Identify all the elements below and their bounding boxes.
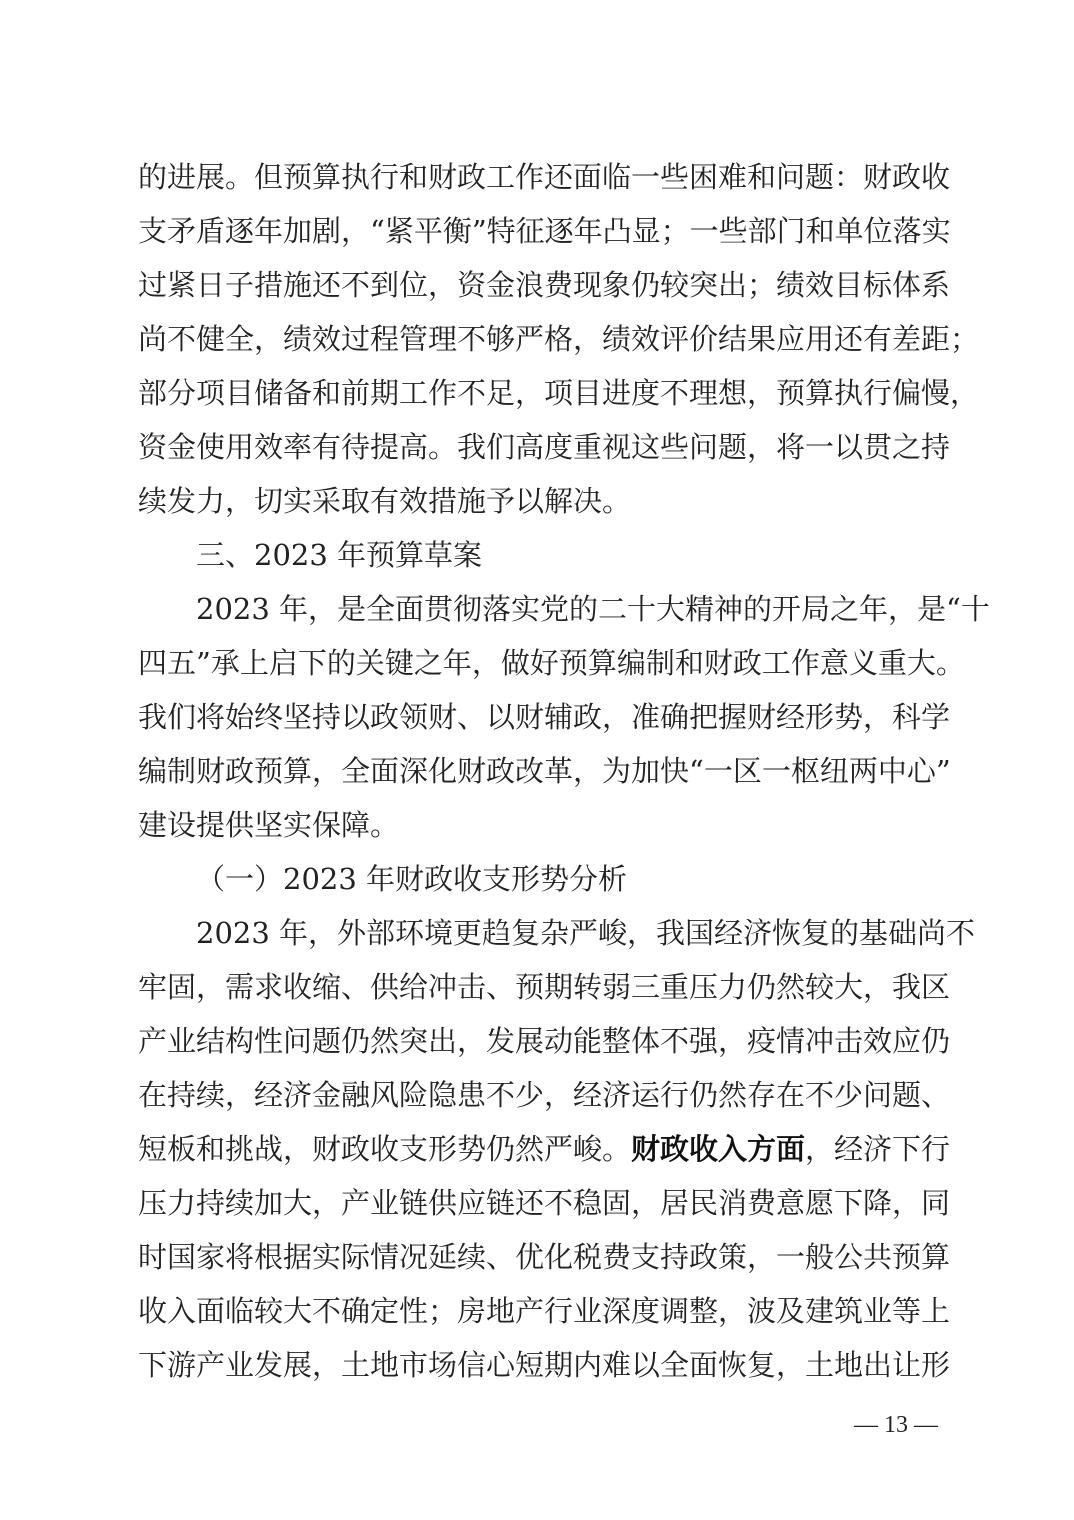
page-number: — 13 — — [854, 1412, 938, 1438]
paragraph-line: 2023 年，是全面贯彻落实党的二十大精神的开局之年，是“十 — [196, 592, 990, 626]
section-heading: 三、2023 年预算草案 — [196, 538, 483, 572]
paragraph-line: 压力持续加大，产业链供应链还不稳固，居民消费意愿下降，同 — [138, 1186, 951, 1220]
line-text: 短板和挑战，财政收支形势仍然严峻。 — [138, 1132, 632, 1166]
paragraph-line: 下游产业发展，土地市场信心短期内难以全面恢复，土地出让形 — [138, 1348, 951, 1382]
paragraph-line-mixed — [138, 1122, 951, 1176]
paragraph-line: 尚不健全，绩效过程管理不够严格，绩效评价结果应用还有差距； — [138, 322, 980, 356]
paragraph-line: 的进展。但预算执行和财政工作还面临一些困难和问题：财政收 — [138, 160, 951, 194]
paragraph-line: 续发力，切实采取有效措施予以解决。 — [138, 484, 632, 518]
paragraph-line: 建设提供坚实保障。 — [138, 808, 400, 842]
paragraph-line: 支矛盾逐年加剧，“紧平衡”特征逐年凸显；一些部门和单位落实 — [138, 214, 951, 248]
bold-phrase: 财政收入方面 — [631, 1132, 806, 1166]
paragraph-line: 过紧日子措施还不到位，资金浪费现象仍较突出；绩效目标体系 — [138, 268, 951, 302]
paragraph-line: 在持续，经济金融风险隐患不少，经济运行仍然存在不少问题、 — [138, 1078, 951, 1112]
paragraph-line: 编制财政预算，全面深化财政改革，为加快“一区一枢纽两中心” — [138, 754, 951, 788]
paragraph-line: 四五”承上启下的关键之年，做好预算编制和财政工作意义重大。 — [138, 646, 965, 680]
subsection-heading: （一）2023 年财政收支形势分析 — [196, 862, 628, 896]
body-text — [138, 150, 990, 1392]
paragraph-line: 2023 年，外部环境更趋复杂严峻，我国经济恢复的基础尚不 — [196, 916, 976, 950]
paragraph-line: 资金使用效率有待提高。我们高度重视这些问题，将一以贯之持 — [138, 430, 951, 464]
paragraph-line: 我们将始终坚持以政领财、以财辅政，准确把握财经形势，科学 — [138, 700, 951, 734]
paragraph-line: 收入面临较大不确定性；房地产行业深度调整，波及建筑业等上 — [138, 1294, 951, 1328]
line-text: ，经济下行 — [805, 1132, 951, 1166]
paragraph-line: 时国家将根据实际情况延续、优化税费支持政策，一般公共预算 — [138, 1240, 951, 1274]
paragraph-line: 部分项目储备和前期工作不足，项目进度不理想，预算执行偏慢， — [138, 376, 980, 410]
paragraph-line: 产业结构性问题仍然突出，发展动能整体不强，疫情冲击效应仍 — [138, 1024, 951, 1058]
paragraph-line: 牢固，需求收缩、供给冲击、预期转弱三重压力仍然较大，我区 — [138, 970, 951, 1004]
